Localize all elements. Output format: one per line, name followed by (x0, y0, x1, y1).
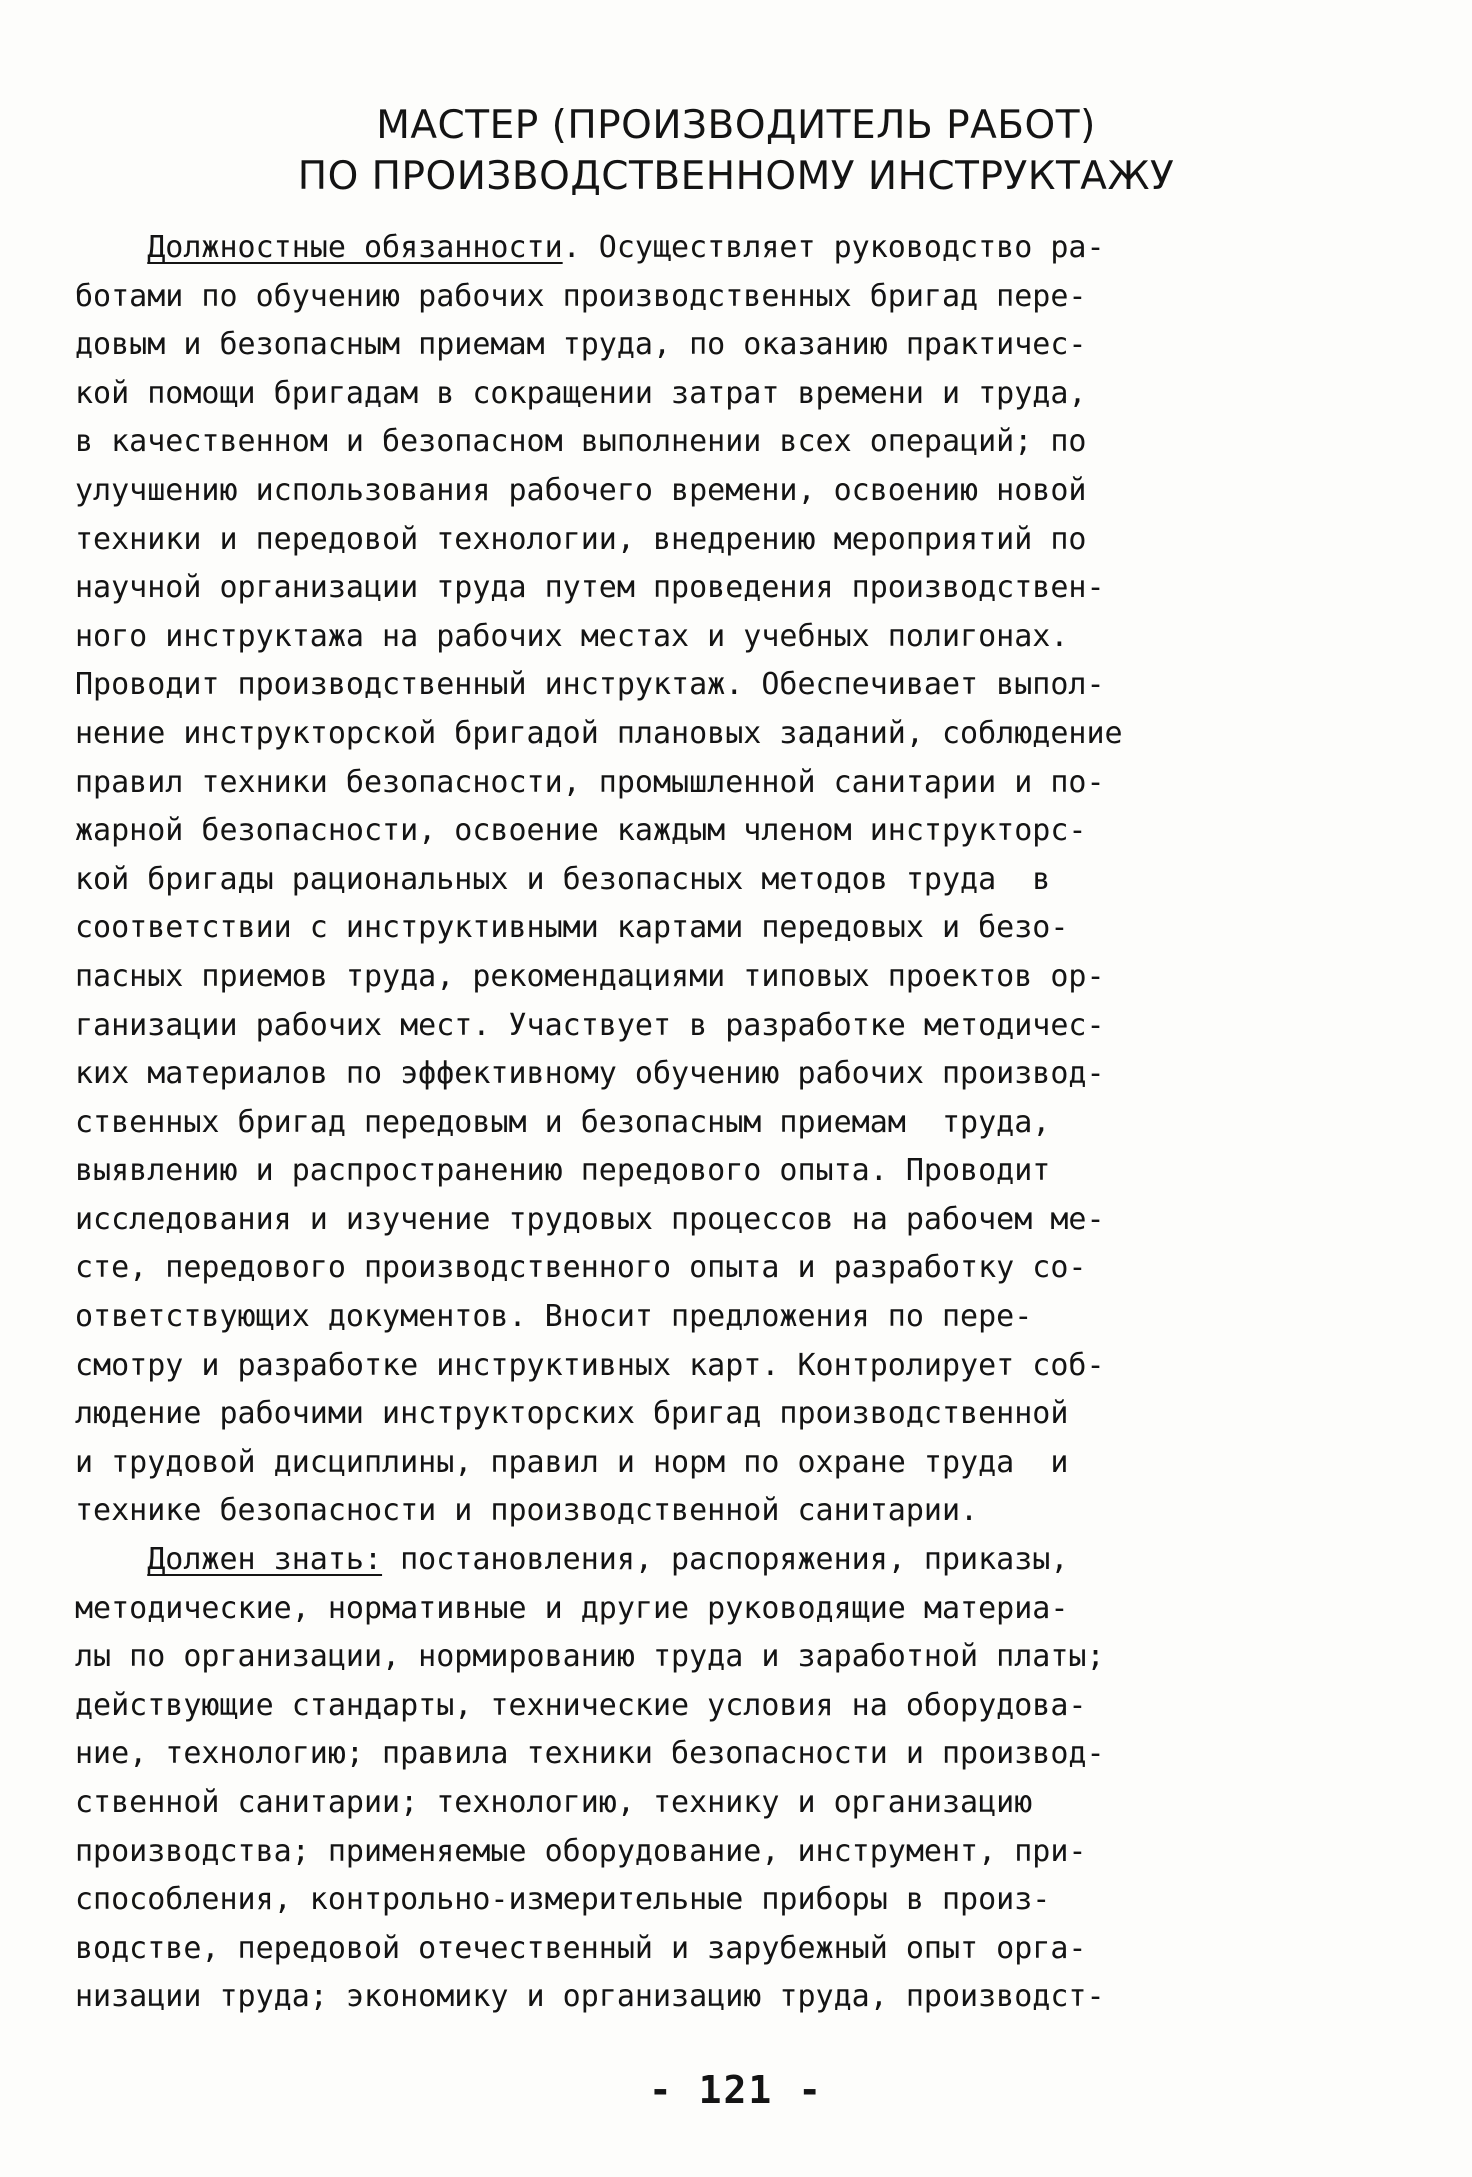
text-line: технике безопасности и производственной санитарии. (75, 1493, 979, 1529)
text-line: ганизации рабочих мест. Участвует в разработке методичес- (75, 1007, 1105, 1043)
text-line: ответствующих документов. Вносит предложения по пере- (75, 1299, 1033, 1335)
text-line: лы по организации, нормированию труда и заработной платы; (75, 1639, 1105, 1675)
text-line: методические, нормативные и другие руководящие материа- (75, 1590, 1069, 1626)
text-line: способления, контрольно-измерительные приборы в произ- (75, 1882, 1051, 1918)
text-line: ние, технологию; правила техники безопасности и производ- (75, 1736, 1105, 1772)
text-line: пасных приемов труда, рекомендациями типовых проектов ор- (75, 958, 1105, 994)
text-line: водстве, передовой отечественный и зарубежный опыт орга- (75, 1930, 1087, 1966)
text-line: производства; применяемые оборудование, инструмент, при- (75, 1833, 1087, 1869)
page-number: - 121 - (648, 2068, 824, 2112)
text-line: смотру и разработке инструктивных карт. Контролирует соб- (75, 1347, 1105, 1383)
text-line: и трудовой дисциплины, правил и норм по охране труда и (75, 1444, 1069, 1480)
section-knowledge-first-line (75, 1536, 1415, 1585)
text-line: нение инструкторской бригадой плановых заданий, соблюдение (75, 715, 1123, 751)
text-line: ких материалов по эффективному обучению рабочих производ- (75, 1056, 1105, 1092)
text-line: ственных бригад передовым и безопасным приемам труда, (75, 1104, 1051, 1140)
text-line: низации труда; экономику и организацию труда, производст- (75, 1979, 1105, 2015)
text-line: кой бригады рациональных и безопасных методов труда в (75, 861, 1051, 897)
text-line: ботами по обучению рабочих производственных бригад пере- (75, 278, 1087, 314)
text-line: техники и передовой технологии, внедрению мероприятий по (75, 521, 1087, 557)
text-line: сте, передового производственного опыта и разработку со- (75, 1250, 1087, 1286)
section-heading-duties: Должностные обязанности (147, 230, 563, 265)
text-line: исследования и изучение трудовых процессов на рабочем ме- (75, 1201, 1105, 1237)
section-knowledge-intro: постановления, распоряжения, приказы, (382, 1542, 1069, 1578)
section-heading-knowledge: Должен знать: (147, 1542, 383, 1578)
text-line: выявлению и распространению передового опыта. Проводит (75, 1153, 1051, 1189)
text-line: улучшению использования рабочего времени, освоению новой (75, 472, 1087, 508)
section-duties-text (75, 273, 1415, 1536)
text-line: соответствии с инструктивными картами передовых и безо- (75, 910, 1069, 946)
text-line: Проводит производственный инструктаж. Обеспечивает выпол- (75, 667, 1105, 703)
text-line: людение рабочими инструкторских бригад производственной (75, 1396, 1069, 1432)
text-line: научной организации труда путем проведения производствен- (75, 570, 1105, 606)
section-duties-intro: . Осуществляет руководство ра- (562, 230, 1105, 265)
document-body (75, 224, 1415, 2022)
section-knowledge-text (75, 1585, 1415, 2022)
text-line: правил техники безопасности, промышленной санитарии и по- (75, 764, 1105, 800)
text-line: действующие стандарты, технические условия на оборудова- (75, 1687, 1087, 1723)
text-line: кой помощи бригадам в сокращении затрат времени и труда, (75, 375, 1087, 411)
text-line: ного инструктажа на рабочих местах и учебных полигонах. (75, 618, 1069, 654)
document-title-line-2: ПО ПРОИЗВОДСТВЕННОМУ ИНСТРУКТАЖУ (297, 154, 1175, 199)
text-line: жарной безопасности, освоение каждым членом инструкторс- (75, 813, 1087, 849)
document-title-line-1: МАСТЕР (ПРОИЗВОДИТЕЛЬ РАБОТ) (376, 103, 1096, 148)
section-duties-first-line (75, 224, 1415, 273)
text-line: в качественном и безопасном выполнении всех операций; по (75, 424, 1087, 460)
text-line: ственной санитарии; технологию, технику и организацию (75, 1785, 1033, 1820)
text-line: довым и безопасным приемам труда, по оказанию практичес- (75, 327, 1087, 363)
